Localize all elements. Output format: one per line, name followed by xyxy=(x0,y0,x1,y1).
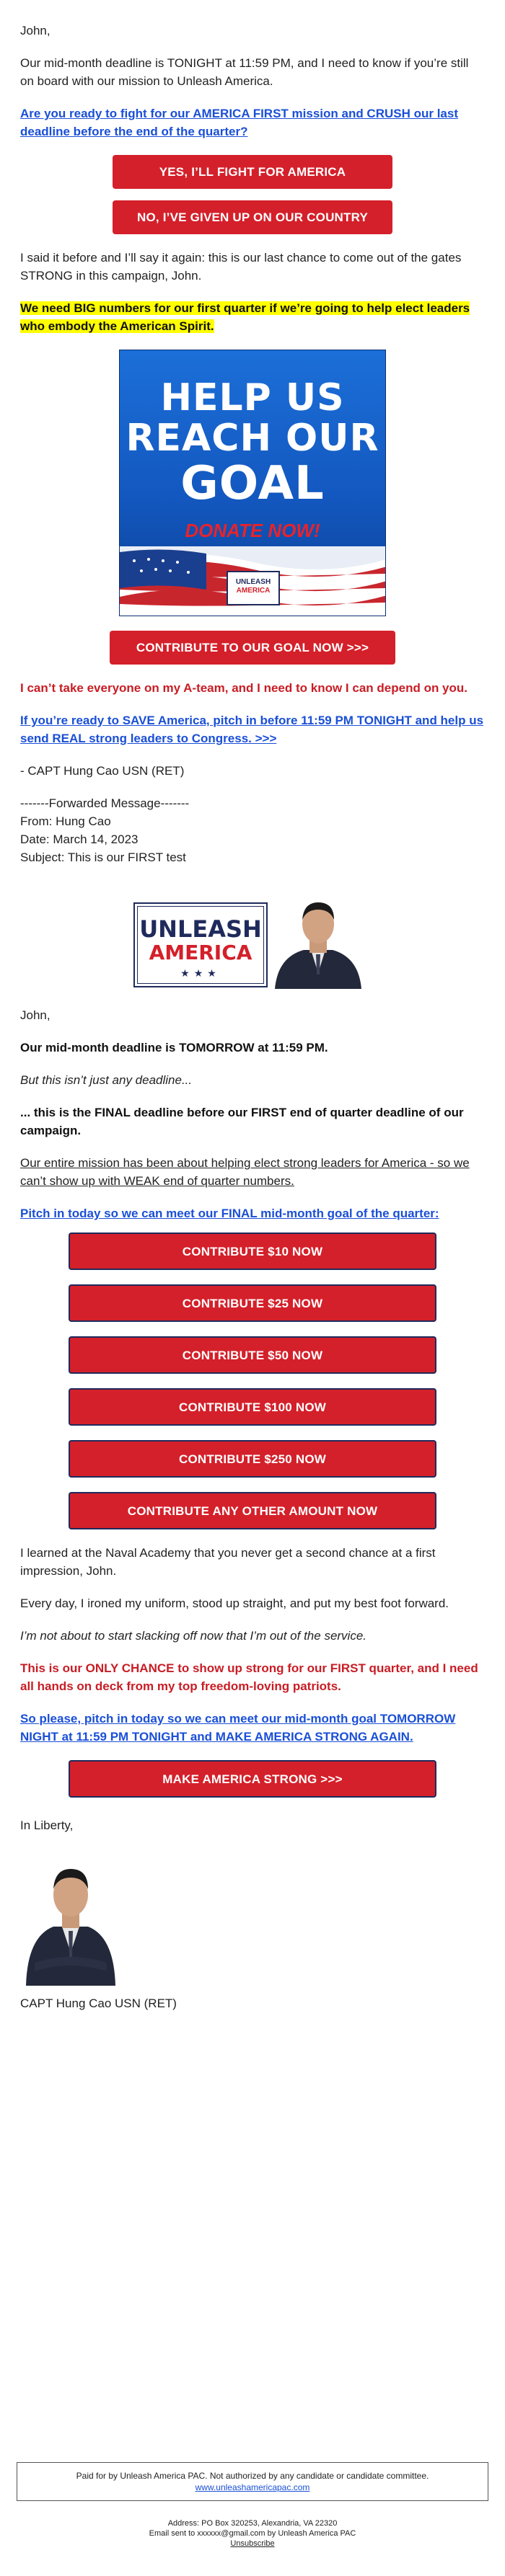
logo-bottom-text: AMERICA xyxy=(149,941,252,964)
address-block xyxy=(0,2518,505,2549)
yes-fight-button[interactable]: YES, I’LL FIGHT FOR AMERICA xyxy=(113,155,392,189)
paragraph-naval-academy: I learned at the Naval Academy that you never get a second chance at a first impression, John. xyxy=(20,1546,436,1578)
pitch-in-link[interactable]: Pitch in today so we can meet our FINAL mid-month goal of the quarter: xyxy=(20,1207,439,1220)
paragraph-uniform: Every day, I ironed my uniform, stood up straight, and put my best foot forward. xyxy=(20,1596,449,1610)
highlighted-text: We need BIG numbers for our first quarter if we’re going to help elect leaders who embody the American Spirit. xyxy=(20,301,470,333)
hero-line-3: GOAL xyxy=(180,457,325,510)
hero-line-1: HELP US xyxy=(160,376,345,419)
hero-headline xyxy=(120,378,385,509)
signature-2: CAPT Hung Cao USN (RET) xyxy=(20,1997,177,2010)
contribute-50-button[interactable]: CONTRIBUTE $50 NOW xyxy=(69,1336,436,1374)
make-america-strong-button[interactable]: MAKE AMERICA STRONG >>> xyxy=(69,1760,436,1798)
make-america-strong-link[interactable]: So please, pitch in today so we can meet our mid-month goal TOMORROW NIGHT at 11:59 PM TONIGHT and MAKE AMERICA STRONG AGAIN. xyxy=(20,1712,456,1744)
logo-stars: ★★★ xyxy=(180,967,221,979)
greeting: John, xyxy=(20,24,50,37)
contribute-10-button[interactable]: CONTRIBUTE $10 NOW xyxy=(69,1233,436,1270)
hero-image-link[interactable] xyxy=(20,350,485,616)
badge-bottom: AMERICA xyxy=(236,587,271,595)
forward-header: -------Forwarded Message------- xyxy=(20,796,190,810)
bold-deadline-tomorrow: Our mid-month deadline is TOMORROW at 11:59 PM. xyxy=(20,1041,328,1054)
paragraph-deadline: Our mid-month deadline is TONIGHT at 11:59 PM, and I need to know if you’re still on board with our mission to Unleash America. xyxy=(20,56,469,88)
address-text: Address: PO Box 320253, Alexandria, VA 22320 xyxy=(167,2519,338,2528)
footer xyxy=(0,2462,505,2549)
paid-for-text: Paid for by Unleash America PAC. Not authorized by any candidate or candidate committee. xyxy=(76,2471,429,2481)
contribute-goal-button[interactable]: CONTRIBUTE TO OUR GOAL NOW >>> xyxy=(110,631,395,665)
badge-top: UNLEASH xyxy=(235,578,271,586)
website-link[interactable]: www.unleashamericapac.com xyxy=(195,2482,310,2492)
fight-link[interactable]: Are you ready to fight for our AMERICA FIRST mission and CRUSH our last deadline before the end of the quarter? xyxy=(20,107,459,138)
donate-now-text: DONATE NOW! xyxy=(185,520,320,541)
forward-from: From: Hung Cao xyxy=(20,814,111,828)
badge-logo xyxy=(227,571,280,605)
forward-date: Date: March 14, 2023 xyxy=(20,832,139,846)
signature-1: - CAPT Hung Cao USN (RET) xyxy=(20,764,185,778)
no-given-up-button[interactable]: NO, I’VE GIVEN UP ON OUR COUNTRY xyxy=(113,200,392,234)
sent-to-text: Email sent to xxxxxx@gmail.com by Unleash America PAC xyxy=(149,2529,356,2538)
hero-banner xyxy=(119,350,386,616)
contribute-other-button[interactable]: CONTRIBUTE ANY OTHER AMOUNT NOW xyxy=(69,1492,436,1529)
closing: In Liberty, xyxy=(20,1818,74,1832)
hero-line-2: REACH OUR xyxy=(126,417,379,460)
red-text-only-chance: This is our ONLY CHANCE to show up strong for our FIRST quarter, and I need all hands on deck from my top freedom-loving patriots. xyxy=(20,1661,478,1693)
signature-photo xyxy=(20,1844,121,1986)
bold-final-deadline: ... this is the FINAL deadline before our FIRST end of quarter deadline of our campaign. xyxy=(20,1106,464,1137)
red-text-a-team: I can’t take everyone on my A-team, and I need to know I can depend on you. xyxy=(20,681,468,695)
disclaimer-box xyxy=(17,2462,488,2501)
italic-not-any-deadline: But this isn’t just any deadline... xyxy=(20,1073,193,1087)
paragraph-last-chance: I said it before and I’ll say it again: this is our last chance to come out of the gates STRONG in this campaign, John. xyxy=(20,251,462,283)
italic-not-slacking: I’m not about to start slacking off now that I’m out of the service. xyxy=(20,1629,367,1643)
unleash-america-header xyxy=(133,888,372,989)
underlined-mission: Our entire mission has been about helping elect strong leaders for America - so we can’t show up with WEAK end of quarter numbers. xyxy=(20,1156,470,1188)
save-america-link[interactable]: If you’re ready to SAVE America, pitch in before 11:59 PM TONIGHT and help us send REAL strong leaders to Congress. >>> xyxy=(20,714,484,745)
unsubscribe-link[interactable]: Unsubscribe xyxy=(230,2539,275,2548)
portrait-photo xyxy=(268,888,369,989)
forwarded-block xyxy=(20,794,485,866)
contribute-250-button[interactable]: CONTRIBUTE $250 NOW xyxy=(69,1440,436,1478)
unleash-america-logo xyxy=(133,902,268,987)
contribute-25-button[interactable]: CONTRIBUTE $25 NOW xyxy=(69,1284,436,1322)
greeting-2: John, xyxy=(20,1008,50,1022)
logo-top-text: UNLEASH xyxy=(139,915,262,943)
forward-subject: Subject: This is our FIRST test xyxy=(20,850,186,864)
contribute-100-button[interactable]: CONTRIBUTE $100 NOW xyxy=(69,1388,436,1426)
